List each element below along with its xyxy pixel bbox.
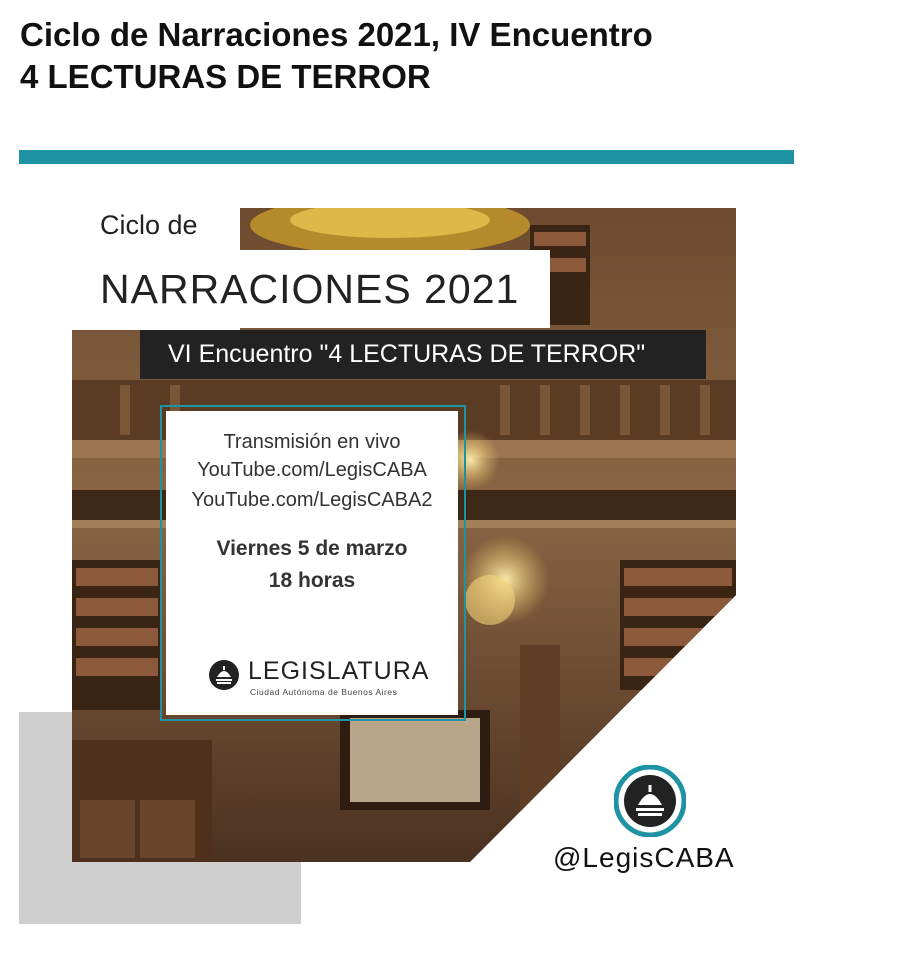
transmission-label: Transmisión en vivo (223, 431, 401, 453)
logo-name: LEGISLATURA (248, 657, 430, 685)
youtube-link-2: YouTube.com/LegisCABA2 (191, 489, 433, 511)
event-time: 18 horas (268, 569, 356, 592)
page-title-line2: 4 LECTURAS DE TERROR (20, 58, 431, 95)
ciclo-label: Ciclo de (100, 210, 198, 240)
social-handle: @LegisCABA (553, 842, 735, 873)
encounter-text: VI Encuentro "4 LECTURAS DE TERROR" (168, 340, 646, 368)
logo-subtitle: Ciudad Autónoma de Buenos Aires (250, 687, 398, 697)
legislature-dome-icon (614, 765, 686, 837)
page-title-line1: Ciclo de Narraciones 2021, IV Encuentro (20, 16, 653, 53)
info-card (166, 411, 458, 715)
series-title: NARRACIONES 2021 (100, 266, 520, 312)
legislature-dome-icon (208, 659, 240, 691)
event-date: Viernes 5 de marzo (216, 537, 408, 560)
youtube-link-1: YouTube.com/LegisCABA (197, 459, 427, 481)
